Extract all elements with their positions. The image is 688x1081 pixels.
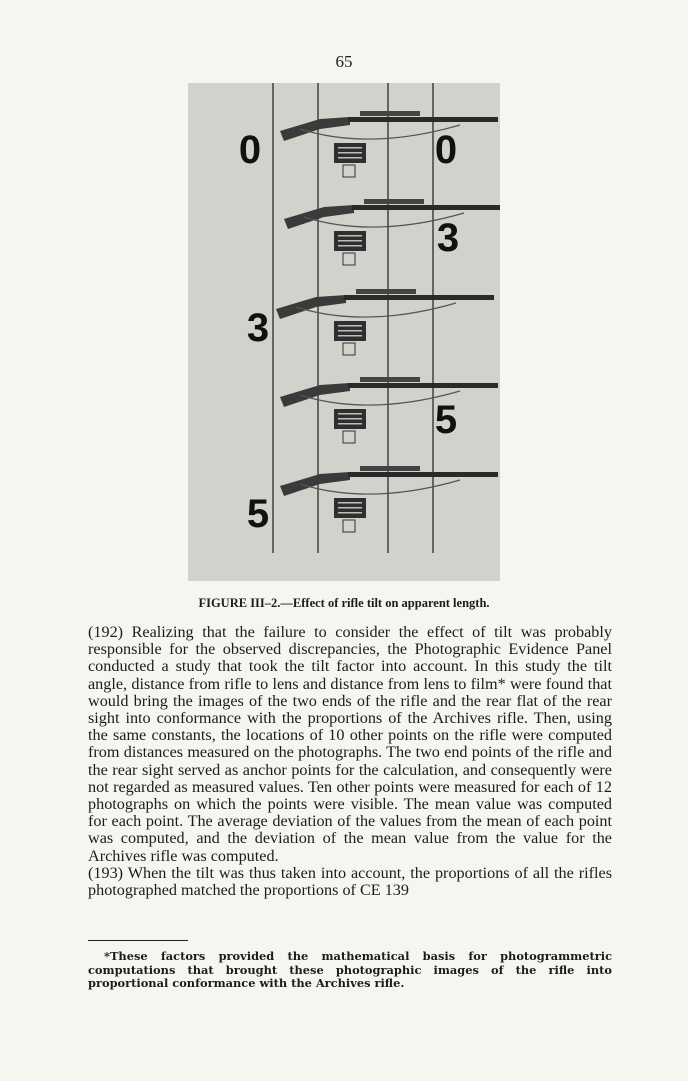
figure-caption: FIGURE III–2.—Effect of rifle tilt on apparent length. (198, 596, 490, 610)
rifle-tilt-figure (188, 83, 500, 581)
numeral-left-0: 0 (238, 128, 262, 172)
numeral-right-0: 0 (434, 128, 458, 172)
paragraph-193: (193) When the tilt was thus taken into account, the proportions of all the rifles photographed matched the proportions of CE 139 (88, 863, 612, 900)
footnote-divider (88, 940, 188, 941)
rifle-image (280, 111, 498, 177)
rifle-image (284, 199, 500, 265)
footnote: *These factors provided the mathematical basis for photogrammetric computations that brought these photographic images of the rifle into proportional conformance with the Archives rifle. (88, 949, 612, 991)
numeral-right-5: 5 (434, 398, 458, 442)
numeral-left-5: 5 (246, 492, 270, 536)
numeral-right-3: 3 (436, 216, 460, 260)
numeral-left-3: 3 (246, 306, 270, 350)
body-text (88, 624, 612, 899)
paragraph-192: (192) Realizing that the failure to consider the effect of tilt was probably responsible for the observed discrepancies, the Photographic Evidence Panel conducted a study that took the tilt factor into account. In this study the tilt angle, distance from rifle to lens and distance from lens to film* were found that would bring the images of the two ends of the rifle and the rear flat of the rear sight into conformance with the proportions of the Archives rifle. Then, using the same constants, the locations of 10 other points on the rifle were computed from distances measured on the photographs. The two end points of the rifle and the rear sight served as anchor points for the calculation, and consequently were not regarded as measured values. Ten other points were measured for each of 12 photographs on which the points were visible. The mean value was computed for each point. The average deviation of the values from the mean of each point was computed, and the deviation of the mean value from the value for the Archives rifle was computed. (88, 623, 612, 865)
rifle-image (280, 377, 498, 443)
page-number: 65 (335, 52, 353, 71)
rifle-image (276, 289, 494, 355)
rifle-image (280, 466, 498, 532)
